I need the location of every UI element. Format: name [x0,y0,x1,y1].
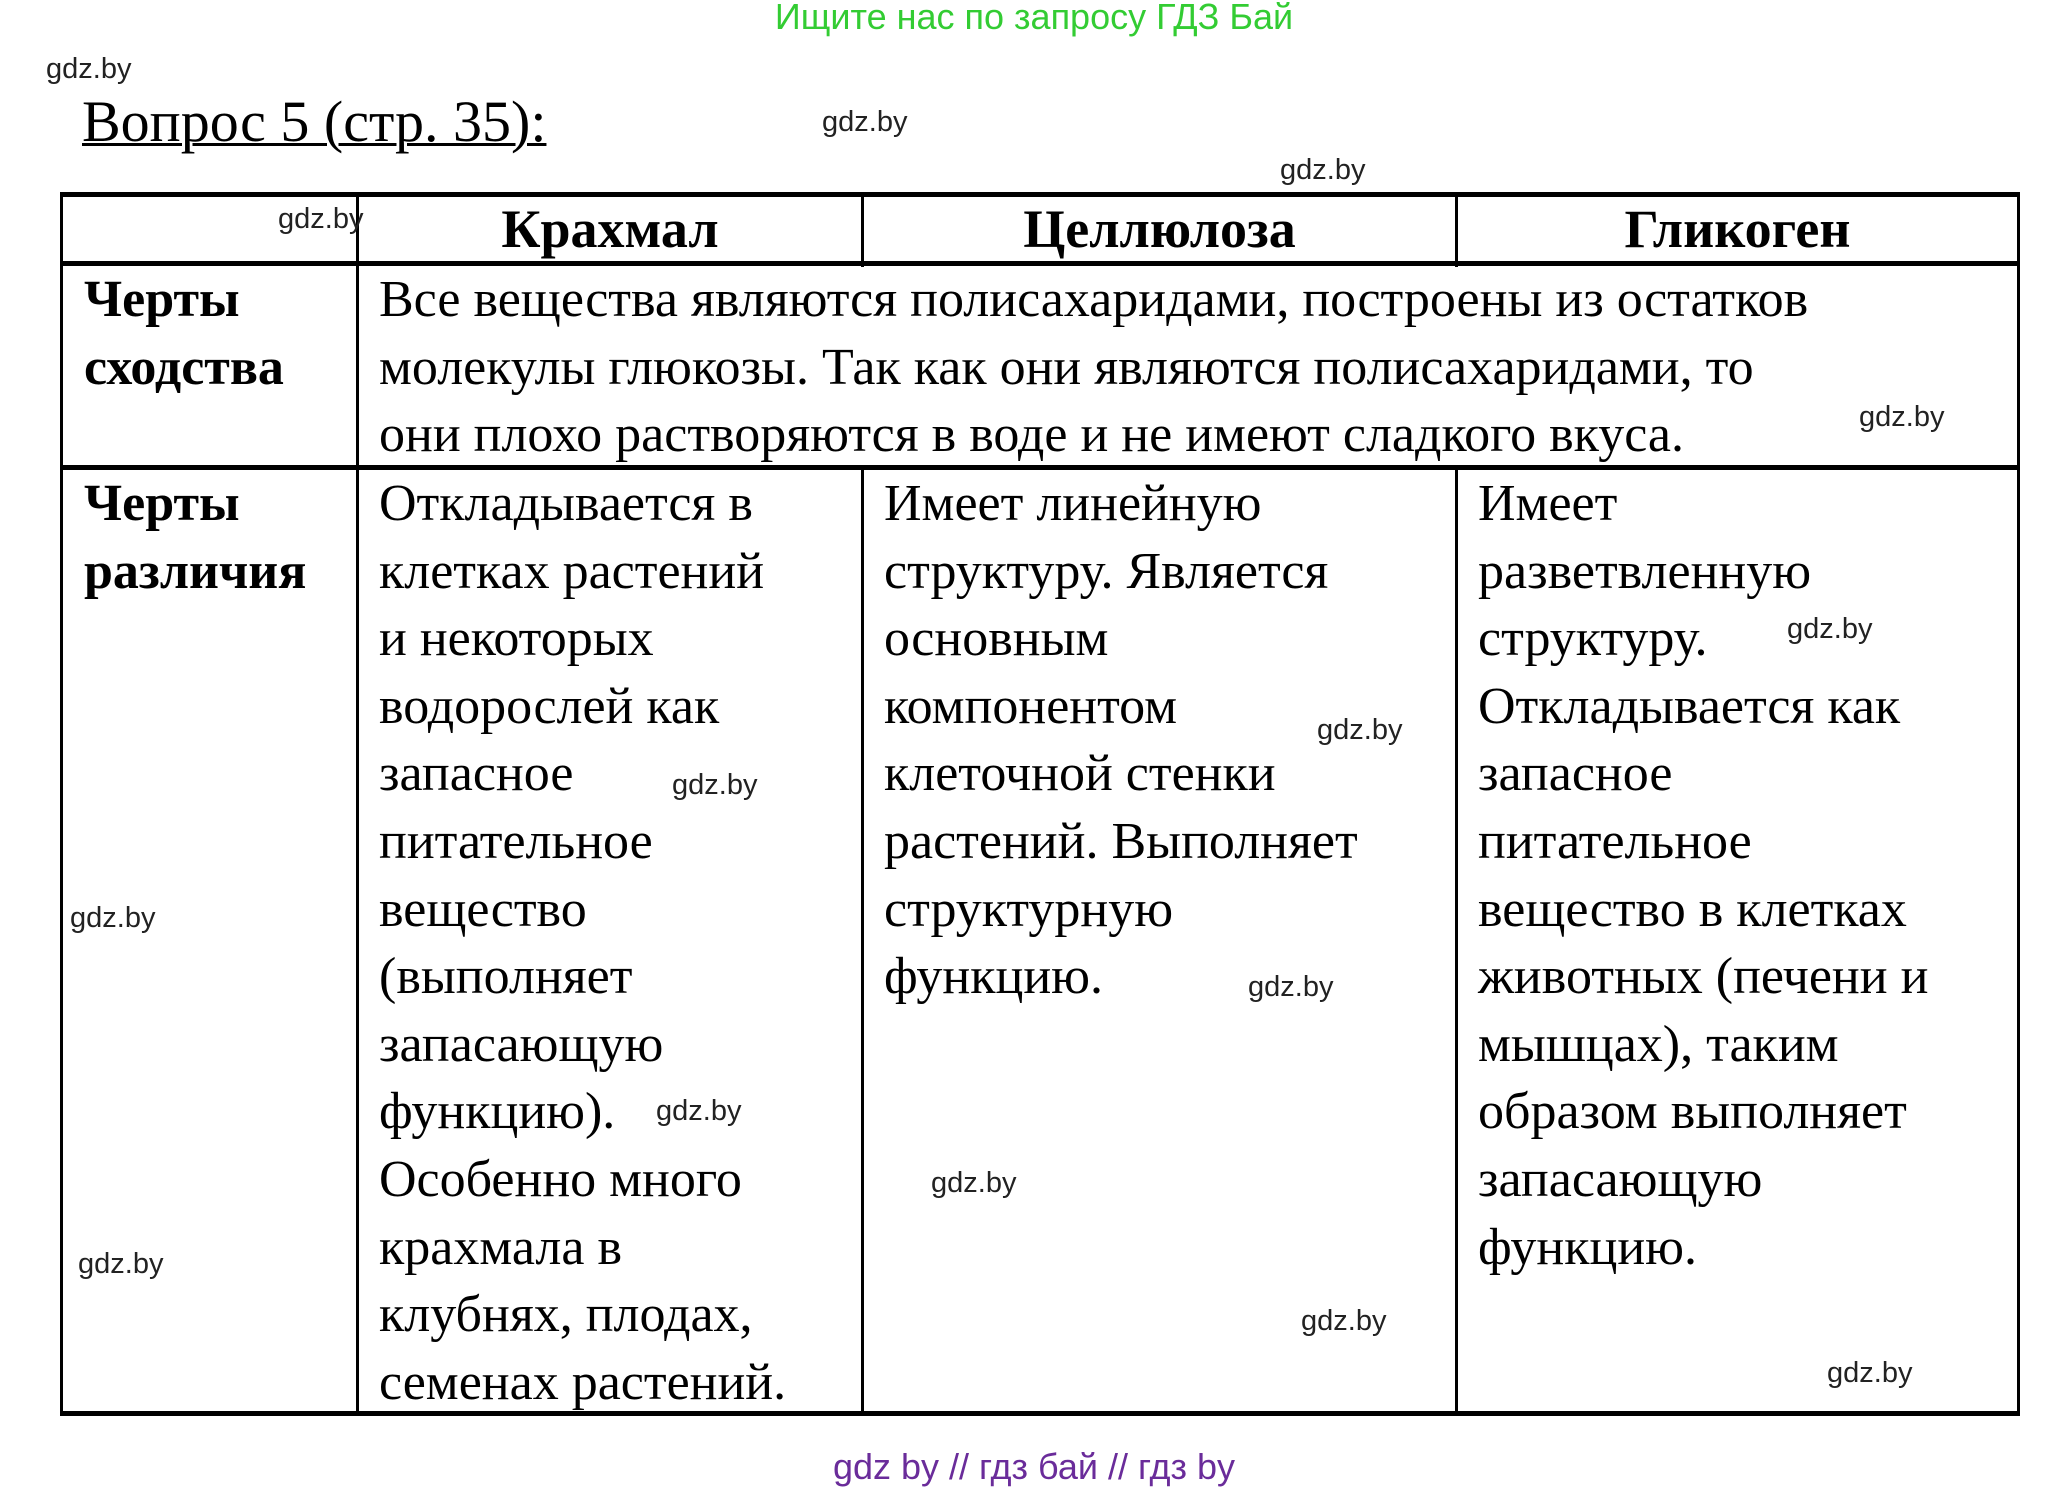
text-line: и некоторых [379,610,654,668]
text-line: основным [884,610,1109,668]
search-banner: Ищите нас по запросу ГДЗ Бай [774,0,1294,37]
label-line: Черты [84,475,240,532]
table-column-divider [861,465,864,1416]
label-line: различия [84,542,307,600]
text-line: разветвленную [1478,542,1812,600]
header-cellulose: Целлюлоза [1023,199,1296,259]
label-line: сходства [84,338,284,396]
text-line: Откладывается как [1478,677,1901,735]
header-glycogen: Гликоген [1624,199,1851,259]
text-line: компонентом [884,677,1178,735]
text-line: Имеет [1478,475,1618,532]
watermark: gdz.by [1248,971,1334,1003]
page-title: Вопрос 5 (стр. 35): [82,89,547,154]
text-line: растений. Выполняет [884,812,1358,870]
table-border-bottom [61,1411,2020,1416]
text-line: Особенно много [379,1150,742,1208]
text-line: запасающую [1478,1150,1763,1208]
row-label-similarities [84,266,284,401]
similarities-text [379,266,1808,469]
text-line: вещество в клетках [1478,880,1907,938]
table-border-left [60,192,63,1416]
watermark: gdz.by [1787,613,1873,645]
text-line: структуру. Является [884,542,1329,600]
watermark: gdz.by [46,53,132,85]
watermark: gdz.by [1301,1305,1387,1337]
text-line: крахмала в [379,1218,623,1276]
watermark: gdz.by [70,902,156,934]
text-line: питательное [379,812,653,870]
text-line: структуру. [1478,610,1708,668]
watermark: gdz.by [1317,714,1403,746]
header-starch: Крахмал [501,199,719,259]
table-column-divider [356,192,359,1416]
glycogen-differences [1478,470,1928,1281]
watermark: gdz.by [672,769,758,801]
watermark: gdz.by [822,106,908,138]
text-line: молекулы глюкозы. Так как они являются полисахаридами, то [379,338,1754,396]
text-line: водорослей как [379,677,720,735]
text-line: животных (печени и [1478,948,1929,1006]
text-line: образом выполняет [1478,1083,1907,1141]
text-line: семенах растений. [379,1353,787,1411]
text-line: они плохо растворяются в воде и не имеют сладкого вкуса. [379,406,1685,464]
text-line: клеточной стенки [884,745,1276,803]
text-line: запасающую [379,1015,664,1073]
text-line: функцию). [379,1083,616,1141]
watermark: gdz.by [1827,1357,1913,1389]
watermark: gdz.by [1859,401,1945,433]
watermark: gdz.by [278,203,364,235]
text-line: Откладывается в [379,475,753,532]
table-border-right [2017,192,2020,1416]
text-line: запасное [1478,745,1673,803]
row-label-differences [84,470,306,605]
text-line: клетках растений [379,542,765,600]
text-line: запасное [379,745,574,803]
text-line: Все вещества являются полисахаридами, построены из остатков [379,271,1809,328]
text-line: (выполняет [379,948,633,1006]
footer-banner: gdz by // гдз бай // гдз by [832,1446,1236,1487]
text-line: клубнях, плодах, [379,1286,753,1344]
watermark: gdz.by [931,1167,1017,1199]
watermark: gdz.by [1280,154,1366,186]
cellulose-differences [884,470,1358,1011]
label-line: Черты [84,271,240,328]
watermark: gdz.by [656,1095,742,1127]
text-line: питательное [1478,812,1752,870]
text-line: мышцах), таким [1478,1015,1839,1073]
text-line: функцию. [884,948,1103,1006]
text-line: функцию. [1478,1218,1697,1276]
text-line: вещество [379,880,587,938]
watermark: gdz.by [78,1248,164,1280]
table-column-divider [1455,465,1458,1416]
starch-differences [379,470,786,1416]
text-line: Имеет линейную [884,475,1262,532]
text-line: структурную [884,880,1174,938]
